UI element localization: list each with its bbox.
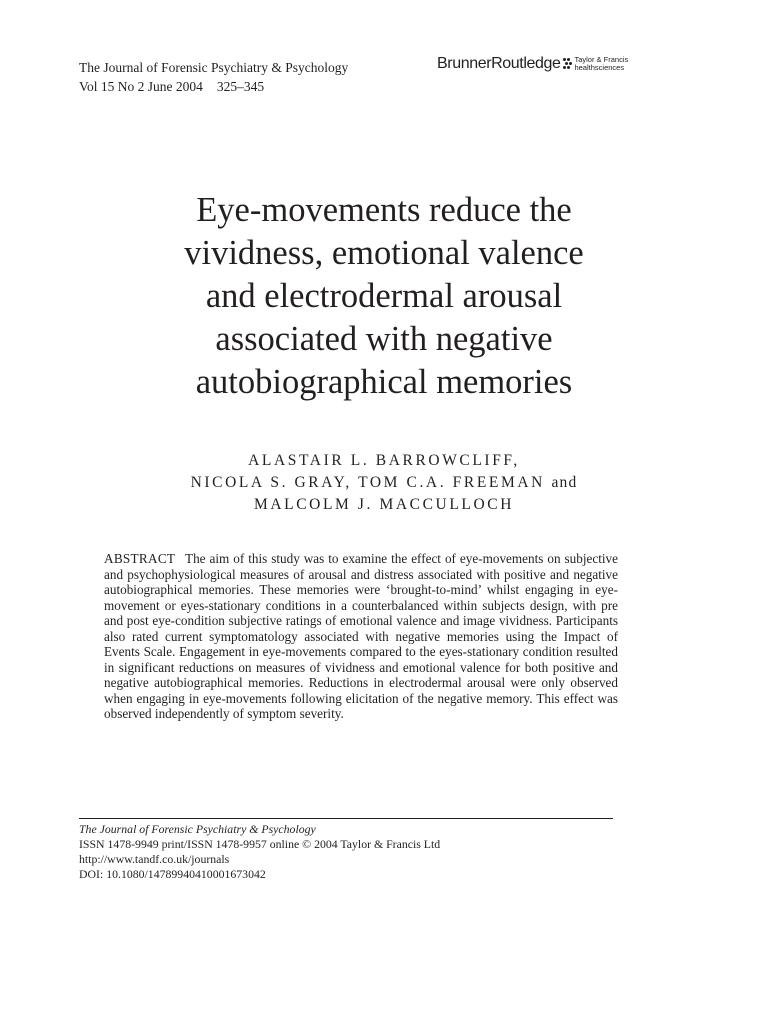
abstract-text: The aim of this study was to examine the effect of eye-movements on subjective and psychophysiological measures of arousal and distress associated with positive and negative autobiographical memories. These memories were ‘brought-to-mind’ whilst engaging in eye-movement or eyes-stationary conditions in a counterbalanced within subjects design, with pre and post eye-condition subjective ratings of emotional valence and image vividness. Participants also rated current symptomatology associated with negative memories using the Impact of Events Scale. Engagement in eye-movements compared to the eyes-stationary condition resulted in significant reductions on measures of vividness and emotional valence for both positive and negative autobiographical memories. Reductions in electrodermal arousal were only observed when engaging in eye-movements following elicitation of the negative memory. This effect was observed independently of symptom severity. — [104, 551, 618, 721]
title-line: associated with negative — [215, 320, 553, 358]
footer-journal: The Journal of Forensic Psychiatry & Psychology — [79, 822, 316, 836]
author-conjunction: and — [551, 474, 578, 491]
journal-volume: Vol 15 No 2 June 2004 — [79, 79, 203, 94]
author-names: NICOLA S. GRAY, TOM C.A. FREEMAN — [190, 474, 545, 491]
article-title — [0, 189, 768, 404]
publisher-logo — [437, 55, 628, 73]
publisher-brand: BrunnerRoutledge — [437, 55, 561, 72]
journal-pages: 325–345 — [216, 79, 265, 94]
journal-header — [79, 58, 348, 96]
publisher-imprint-line1: Taylor & Francis — [574, 55, 629, 64]
publisher-imprint-line2: healthsciences — [574, 63, 625, 72]
footer-divider — [79, 818, 613, 819]
footer-doi: DOI: 10.1080/14789940410001673042 — [79, 867, 266, 881]
abstract-label: ABSTRACT — [104, 551, 176, 566]
journal-issue — [79, 77, 348, 96]
abstract — [104, 551, 618, 722]
taylor-francis-dots-icon — [563, 58, 572, 70]
footer-issn: ISSN 1478-9949 print/ISSN 1478-9957 online © 2004 Taylor & Francis Ltd — [79, 837, 441, 851]
title-line: and electrodermal arousal — [205, 277, 563, 315]
title-line: Eye-movements reduce the — [196, 191, 572, 229]
title-line: autobiographical memories — [195, 363, 573, 401]
footer-url[interactable]: http://www.tandf.co.uk/journals — [79, 852, 230, 866]
author-line — [0, 472, 768, 494]
author-list — [0, 450, 768, 516]
author-line: MALCOLM J. MACCULLOCH — [254, 496, 514, 513]
publisher-imprint — [574, 56, 628, 72]
title-line: vividness, emotional valence — [184, 234, 584, 272]
footer — [79, 822, 440, 882]
journal-name: The Journal of Forensic Psychiatry & Psychology — [79, 60, 349, 75]
author-line: ALASTAIR L. BARROWCLIFF, — [248, 452, 520, 469]
